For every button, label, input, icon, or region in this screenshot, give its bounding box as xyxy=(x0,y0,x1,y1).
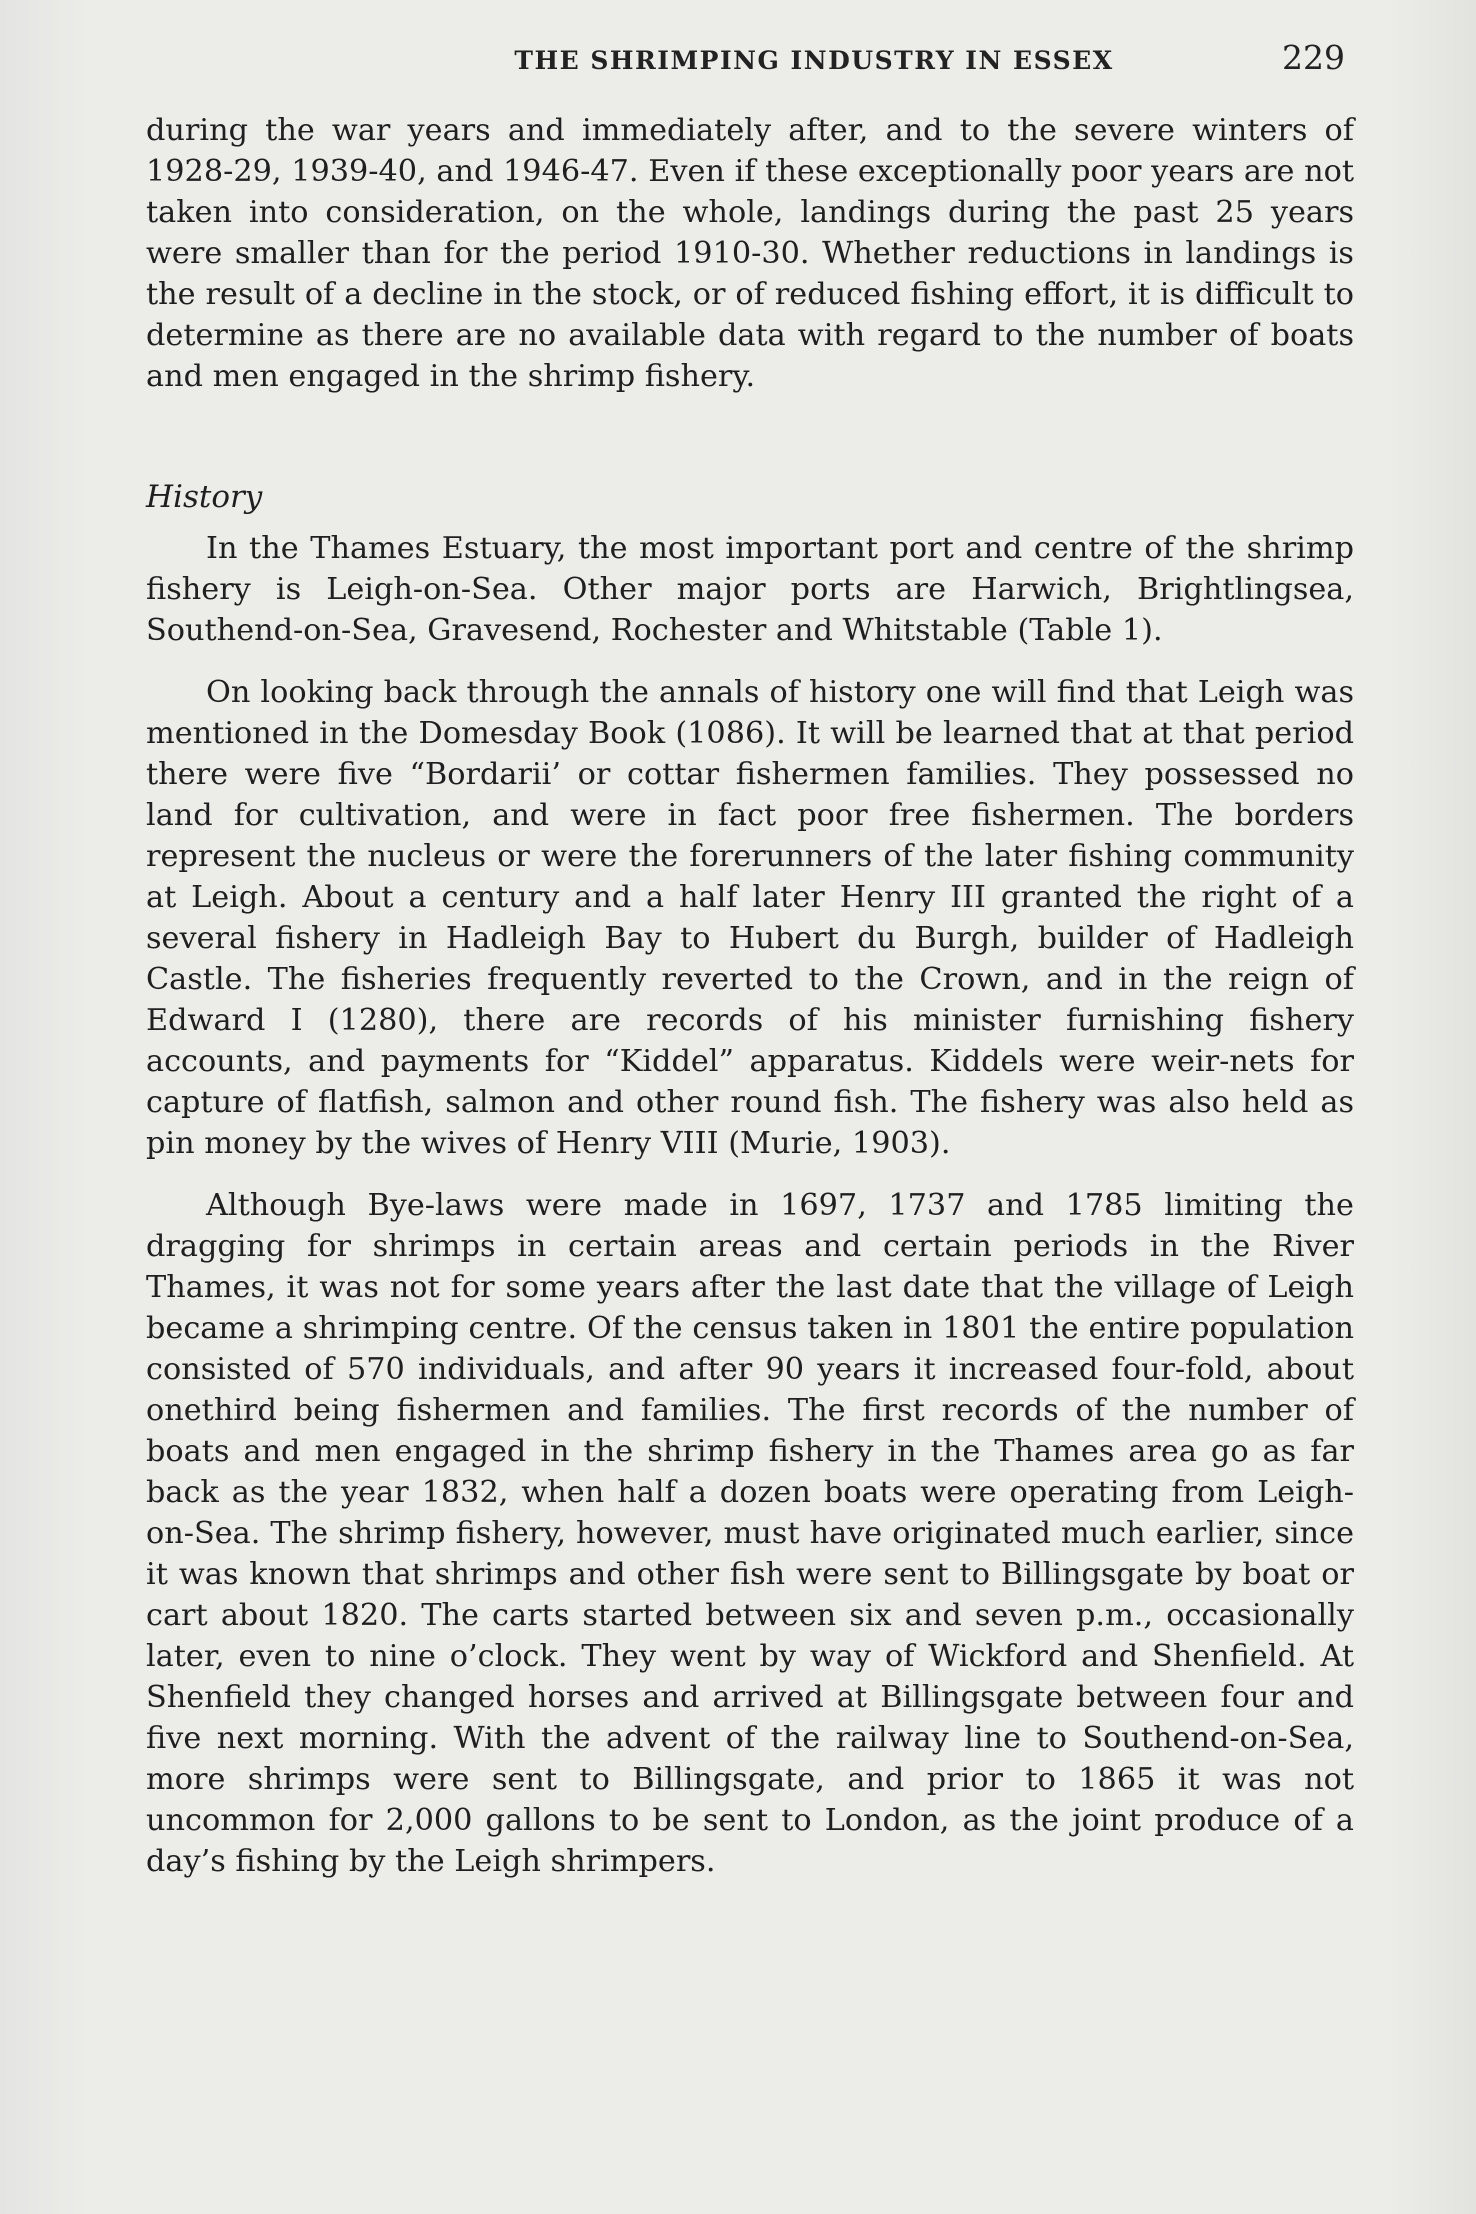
running-title: THE SHRIMPING INDUSTRY IN ESSEX xyxy=(514,46,1114,75)
section-heading-history: History xyxy=(146,479,263,515)
paragraph-history-leigh: On looking back through the annals of history one will find that Leigh was mentioned in the Domesday Book (1086). It will be learned that at that period there were five “Bordarii’ or cottar fishermen families. They possessed no land for cultivation, and were in fact poor free fishermen. The borders represent the nucleus or were the forerunners of the later fishing community at Leigh. About a century and a half later Henry III granted the right of a several fishery in Hadleigh Bay to Hubert du Burgh, builder of Hadleigh Castle. The fisheries frequently reverted to the Crown, and in the reign of Edward I (1280), there are records of his minister furnishing fishery accounts, and payments for “Kiddel” apparatus. Kiddels were weir-nets for capture of flatfish, salmon and other round fish. The fishery was also held as pin money by the wives of Henry VIII (Murie, 1903). xyxy=(146,675,1354,1161)
paragraph-thames-estuary: In the Thames Estuary, the most important port and centre of the shrimp fishery is Leigh-on-Sea. Other major ports are Harwich, Brightlingsea, Southend-on-Sea, Gravesend, Rochester and Whitstable (Table 1). xyxy=(146,531,1354,648)
body-text xyxy=(146,110,1354,1882)
paragraph-bye-laws: Although Bye-laws were made in 1697, 1737 and 1785 limiting the dragging for shrimps in certain areas and certain periods in the River Thames, it was not for some years after the last date that the village of Leigh became a shrimping centre. Of the census taken in 1801 the entire population consisted of 570 individuals, and after 90 years it increased four-fold, about onethird being fishermen and families. The first records of the number of boats and men engaged in the shrimp fishery in the Thames area go as far back as the year 1832, when half a dozen boats were operating from Leigh-on-Sea. The shrimp fishery, however, must have originated much earlier, since it was known that shrimps and other fish were sent to Billingsgate by boat or cart about 1820. The carts started between six and seven p.m., occasionally later, even to nine o’clock. They went by way of Wickford and Shenfield. At Shenfield they changed horses and arrived at Billingsgate between four and five next morning. With the advent of the railway line to Southend-on-Sea, more shrimps were sent to Billingsgate, and prior to 1865 it was not uncommon for 2,000 gallons to be sent to London, as the joint produce of a day’s fishing by the Leigh shrimpers. xyxy=(146,1188,1354,1879)
running-head xyxy=(145,38,1353,88)
page-number: 229 xyxy=(1282,38,1345,77)
paragraph-continued: during the war years and immediately after, and to the severe winters of 1928-29, 1939-40, and 1946-47. Even if these exceptionally poor years are not taken into consideration, on the whole, landings during the past 25 years were smaller than for the period 1910-30. Whether reductions in landings is the result of a decline in the stock, or of reduced fishing effort, it is difficult to determine as there are no available data with regard to the number of boats and men engaged in the shrimp fishery. xyxy=(146,113,1354,394)
